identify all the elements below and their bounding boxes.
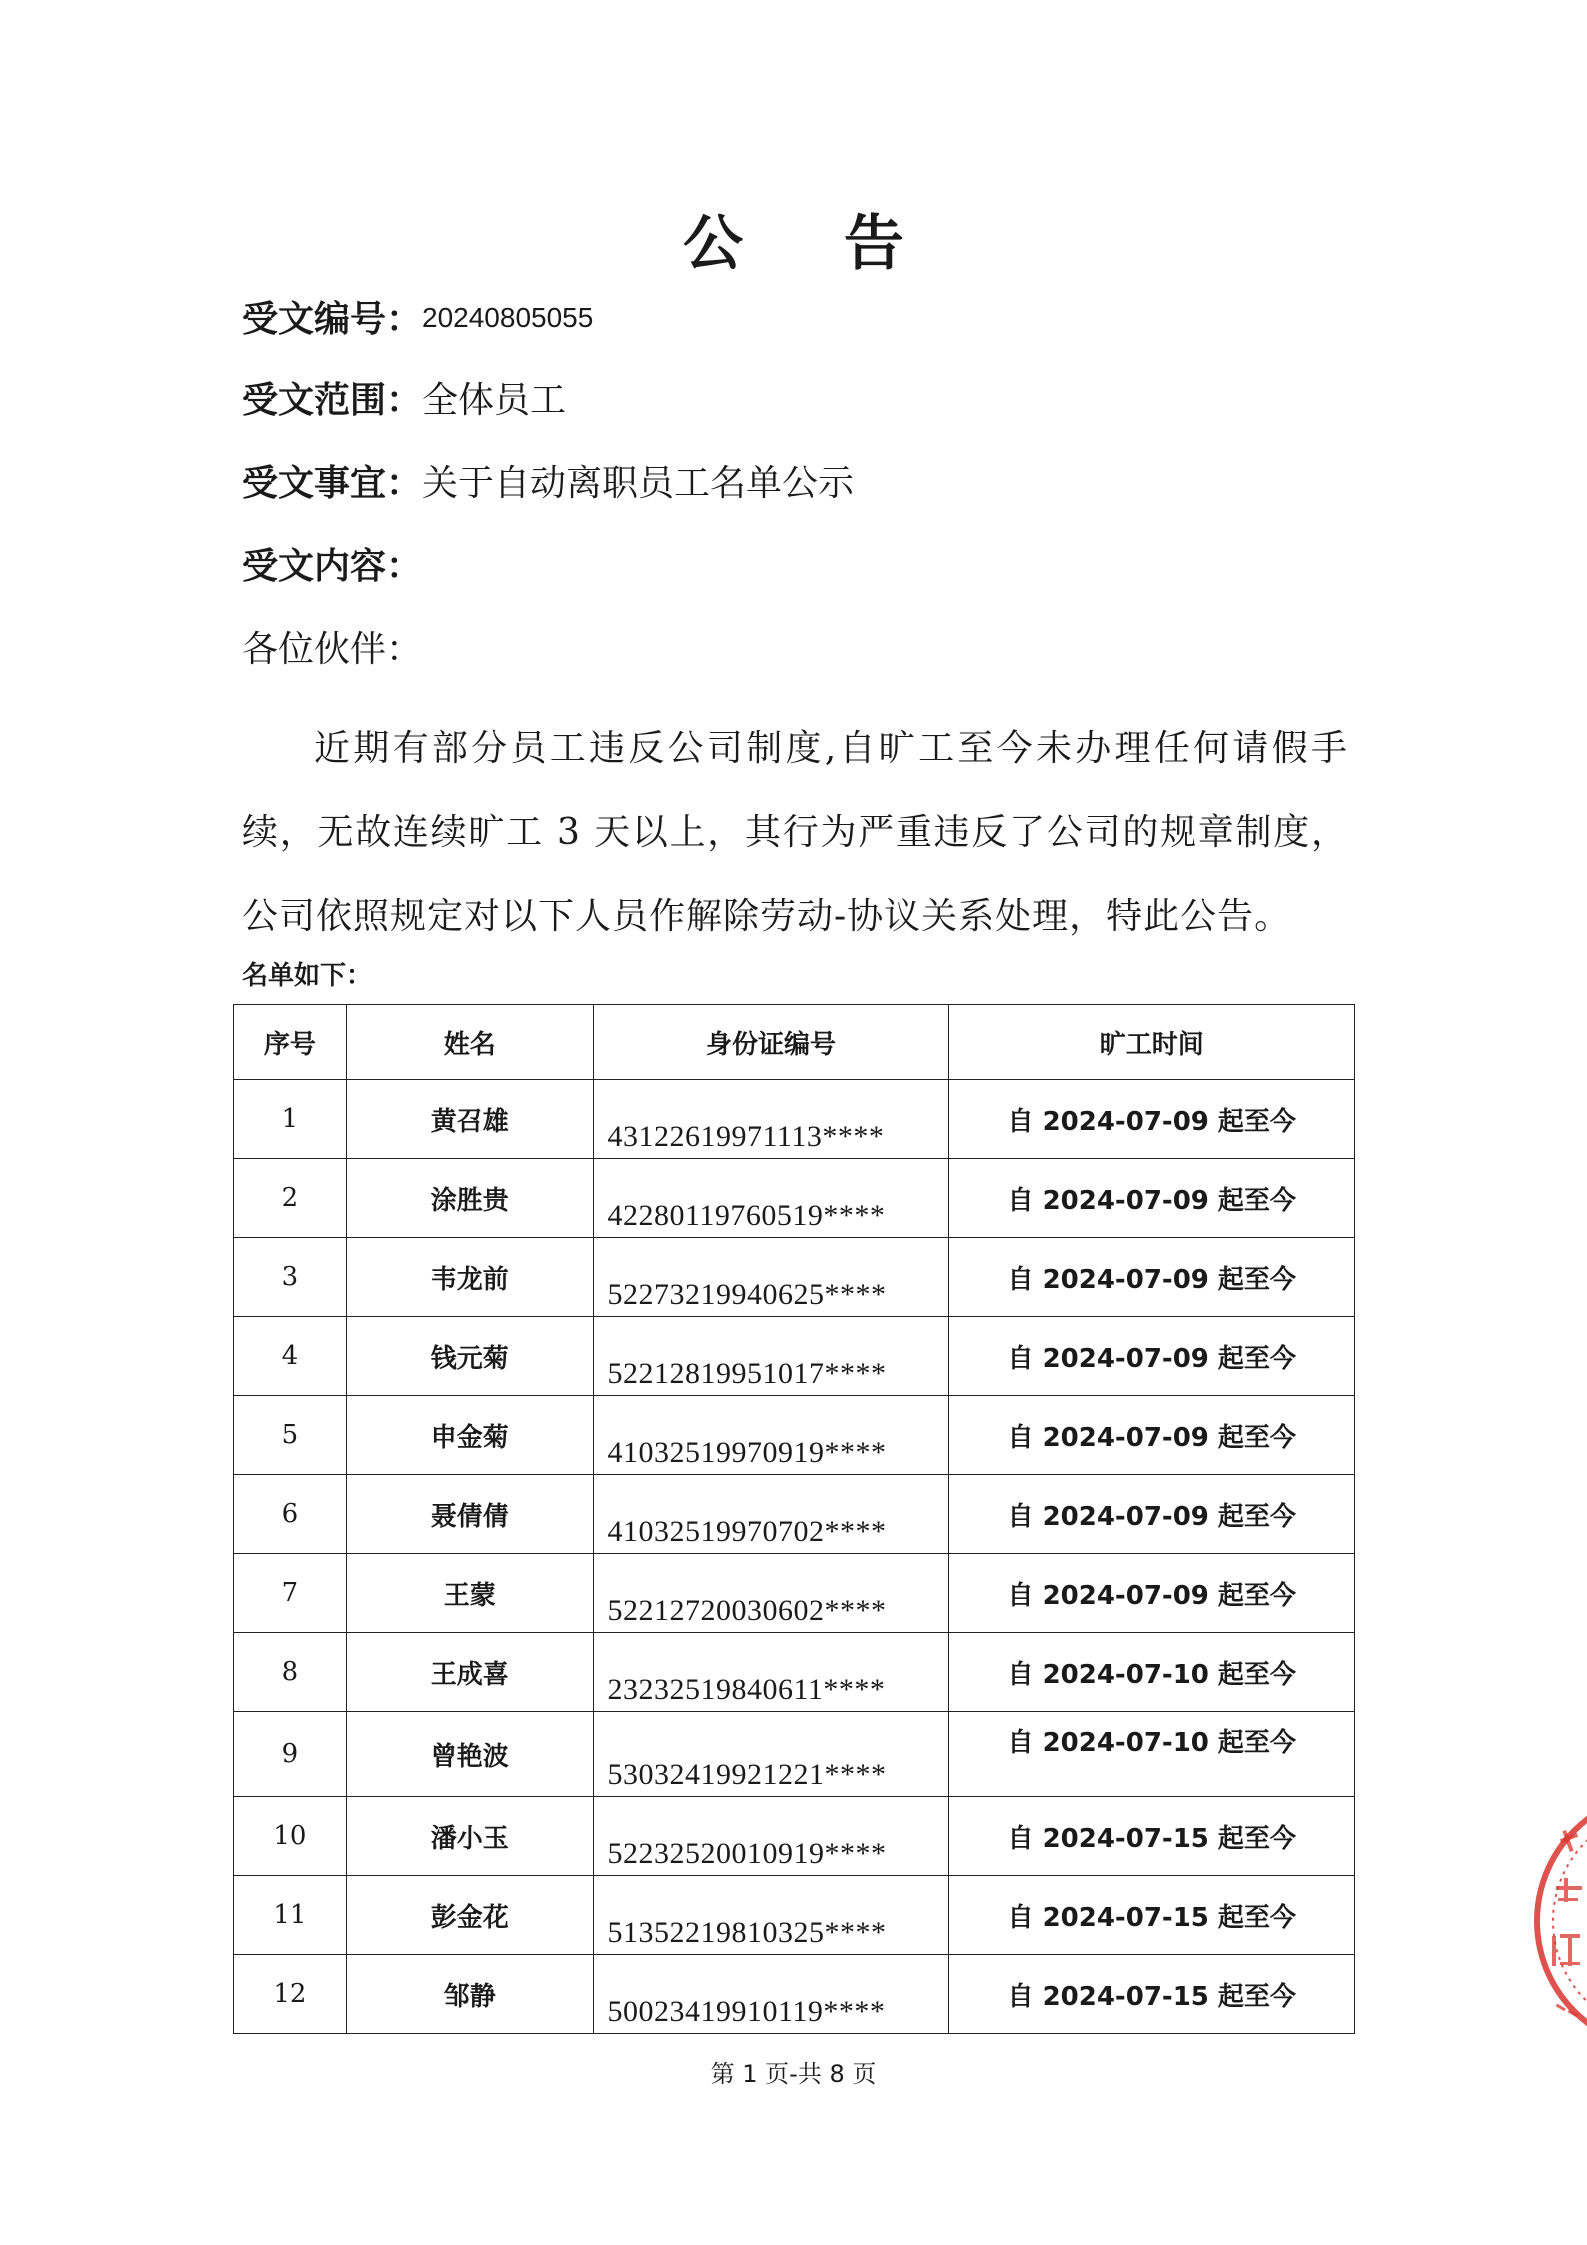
- row-id: 52212819951017****: [593, 1317, 949, 1396]
- row-id: 41032519970919****: [593, 1396, 949, 1475]
- row-name: 彭金花: [346, 1876, 593, 1955]
- notice-body: 近期有部分员工违反公司制度,自旷工至今未办理任何请假手续，无故连续旷工 3 天以上，其行为严重违反了公司的规章制度，公司依照规定对以下人员作解除劳动-协议关系处理，特此公告。: [242, 728, 1348, 937]
- header-id: 身份证编号: [593, 1005, 949, 1080]
- table-row: [234, 1633, 1355, 1712]
- document-number-field: [242, 296, 593, 342]
- list-heading: 名单如下：: [242, 961, 373, 991]
- row-name: 潘小玉: [346, 1797, 593, 1876]
- table-row: [234, 1238, 1355, 1317]
- row-name: 聂倩倩: [346, 1475, 593, 1554]
- field-label: 受文编号：: [242, 299, 423, 340]
- row-no: 11: [234, 1876, 347, 1955]
- row-no: 1: [234, 1080, 347, 1159]
- field-label: 受文事宜：: [242, 463, 423, 504]
- row-no: 10: [234, 1797, 347, 1876]
- row-no: 3: [234, 1238, 347, 1317]
- row-absence: 自 2024-07-09 起至今: [949, 1080, 1355, 1159]
- table-row: [234, 1080, 1355, 1159]
- greeting: 各位伙伴：: [242, 629, 423, 670]
- row-id: 52273219940625****: [593, 1238, 949, 1317]
- row-no: 12: [234, 1955, 347, 2034]
- page-title: 公 告: [683, 209, 944, 279]
- table-row: [234, 1554, 1355, 1633]
- row-id: 52212720030602****: [593, 1554, 949, 1633]
- row-id: 52232520010919****: [593, 1797, 949, 1876]
- row-absence: 自 2024-07-15 起至今: [949, 1797, 1355, 1876]
- row-name: 王成喜: [346, 1633, 593, 1712]
- row-name: 黄召雄: [346, 1080, 593, 1159]
- employee-table: [233, 1004, 1355, 2034]
- table-row: [234, 1797, 1355, 1876]
- row-name: 韦龙前: [346, 1238, 593, 1317]
- row-id: 50023419910119****: [593, 1955, 949, 2034]
- header-absence: 旷工时间: [949, 1005, 1355, 1080]
- row-no: 4: [234, 1317, 347, 1396]
- row-name: 曾艳波: [346, 1712, 593, 1797]
- row-id: 42280119760519****: [593, 1159, 949, 1238]
- table-header-row: [234, 1005, 1355, 1080]
- row-id: 53032419921221****: [593, 1712, 949, 1797]
- table-row: [234, 1712, 1355, 1797]
- row-no: 5: [234, 1396, 347, 1475]
- row-name: 邹静: [346, 1955, 593, 2034]
- table-row: [234, 1317, 1355, 1396]
- row-absence: 自 2024-07-10 起至今: [949, 1633, 1355, 1712]
- row-absence: 自 2024-07-15 起至今: [949, 1876, 1355, 1955]
- table-row: [234, 1396, 1355, 1475]
- row-absence: 自 2024-07-09 起至今: [949, 1159, 1355, 1238]
- table-row: [234, 1159, 1355, 1238]
- row-no: 7: [234, 1554, 347, 1633]
- recipient-scope-field: [242, 379, 566, 423]
- header-no: 序号: [234, 1005, 347, 1080]
- table-row: [234, 1876, 1355, 1955]
- row-absence: 自 2024-07-15 起至今: [949, 1955, 1355, 2034]
- row-id: 51352219810325****: [593, 1876, 949, 1955]
- row-no: 2: [234, 1159, 347, 1238]
- field-label: 受文范围：: [242, 380, 423, 421]
- row-name: 钱元菊: [346, 1317, 593, 1396]
- row-no: 6: [234, 1475, 347, 1554]
- table-row: [234, 1955, 1355, 2034]
- row-absence: 自 2024-07-09 起至今: [949, 1554, 1355, 1633]
- row-absence: 自 2024-07-09 起至今: [949, 1238, 1355, 1317]
- page-footer: [0, 2054, 1587, 2089]
- row-absence: 自 2024-07-09 起至今: [949, 1396, 1355, 1475]
- subject-field: [242, 462, 854, 506]
- row-no: 8: [234, 1633, 347, 1712]
- row-name: 涂胜贵: [346, 1159, 593, 1238]
- row-absence: 自 2024-07-09 起至今: [949, 1317, 1355, 1396]
- row-absence: 自 2024-07-10 起至今: [949, 1712, 1355, 1797]
- company-seal-icon: [1530, 1786, 1587, 2056]
- row-id: 43122619971113****: [593, 1080, 949, 1159]
- row-name: 王蒙: [346, 1554, 593, 1633]
- recipient-scope-value: 全体员工: [422, 380, 567, 421]
- header-name: 姓名: [346, 1005, 593, 1080]
- subject-value: 关于自动离职员工名单公示: [422, 463, 855, 504]
- document-number-value: 20240805055: [422, 302, 594, 333]
- content-field: [242, 545, 422, 589]
- field-label: 受文内容：: [242, 546, 423, 587]
- page-indicator: 第 1 页-共 8 页: [710, 2060, 877, 2088]
- row-absence: 自 2024-07-09 起至今: [949, 1475, 1355, 1554]
- table-row: [234, 1475, 1355, 1554]
- row-name: 申金菊: [346, 1396, 593, 1475]
- row-id: 23232519840611****: [593, 1633, 949, 1712]
- row-no: 9: [234, 1712, 347, 1797]
- row-id: 41032519970702****: [593, 1475, 949, 1554]
